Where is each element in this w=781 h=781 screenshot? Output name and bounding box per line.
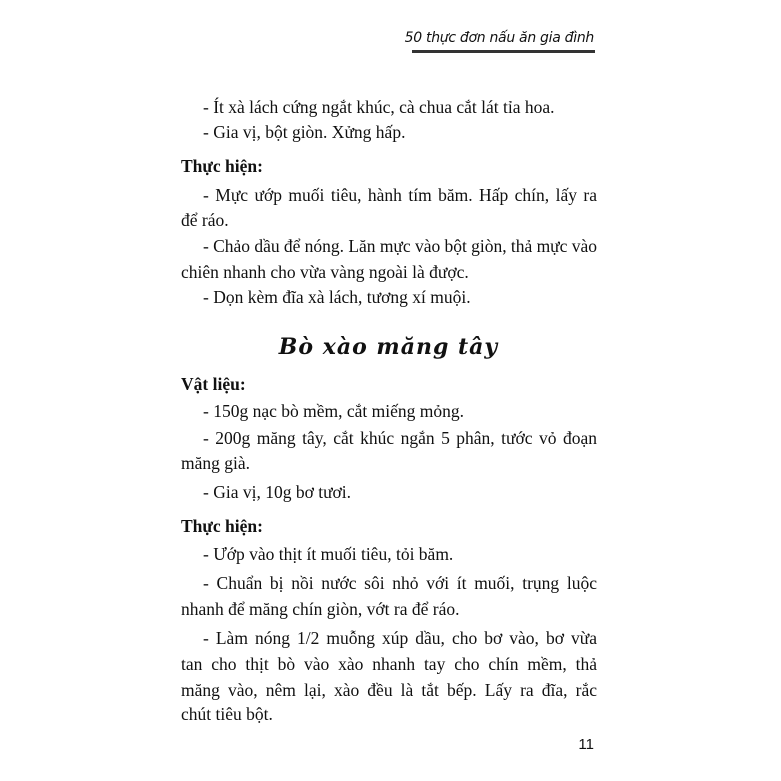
method-line: tan cho thịt bò vào xào nhanh tay cho chín mềm, thả xyxy=(181,654,597,674)
method-line: - Dọn kèm đĩa xà lách, tương xí muội. xyxy=(203,287,471,307)
recipe-title: Bò xào măng tây xyxy=(278,334,499,360)
page-number: 11 xyxy=(578,736,594,753)
running-header: 50 thực đơn nấu ăn gia đình xyxy=(404,30,594,46)
ingredient-line: - 200g măng tây, cắt khúc ngắn 5 phân, tước vỏ đoạn xyxy=(203,428,597,448)
ingredient-line: - Gia vị, 10g bơ tươi. xyxy=(203,482,352,502)
method-heading: Thực hiện: xyxy=(181,516,263,536)
method-line: - Mực ướp muối tiêu, hành tím băm. Hấp chín, lấy ra xyxy=(203,185,597,205)
method-line: măng vào, nêm lại, xào đều là tắt bếp. Lấy ra đĩa, rắc xyxy=(181,680,597,700)
ingredient-line: - Ít xà lách cứng ngắt khúc, cà chua cắt lát tỉa hoa. xyxy=(203,97,555,117)
ingredients-heading: Vật liệu: xyxy=(181,374,246,394)
method-line: - Chảo dầu để nóng. Lăn mực vào bột giòn, thả mực vào xyxy=(203,236,597,256)
header-rule xyxy=(412,50,595,53)
ingredient-line: măng già. xyxy=(181,453,251,473)
method-line: nhanh để măng chín giòn, vớt ra để ráo. xyxy=(181,599,460,619)
method-line: - Ướp vào thịt ít muối tiêu, tỏi băm. xyxy=(203,544,454,564)
method-line: để ráo. xyxy=(181,210,229,230)
method-line: chút tiêu bột. xyxy=(181,704,273,724)
method-line: - Làm nóng 1/2 muỗng xúp dầu, cho bơ vào, bơ vừa xyxy=(203,628,597,648)
ingredient-line: - 150g nạc bò mềm, cắt miếng mỏng. xyxy=(203,401,464,421)
method-line: - Chuẩn bị nồi nước sôi nhỏ với ít muối, trụng luộc xyxy=(203,573,597,593)
method-heading: Thực hiện: xyxy=(181,156,263,176)
method-line: chiên nhanh cho vừa vàng ngoài là được. xyxy=(181,262,469,282)
ingredient-line: - Gia vị, bột giòn. Xửng hấp. xyxy=(203,122,406,142)
